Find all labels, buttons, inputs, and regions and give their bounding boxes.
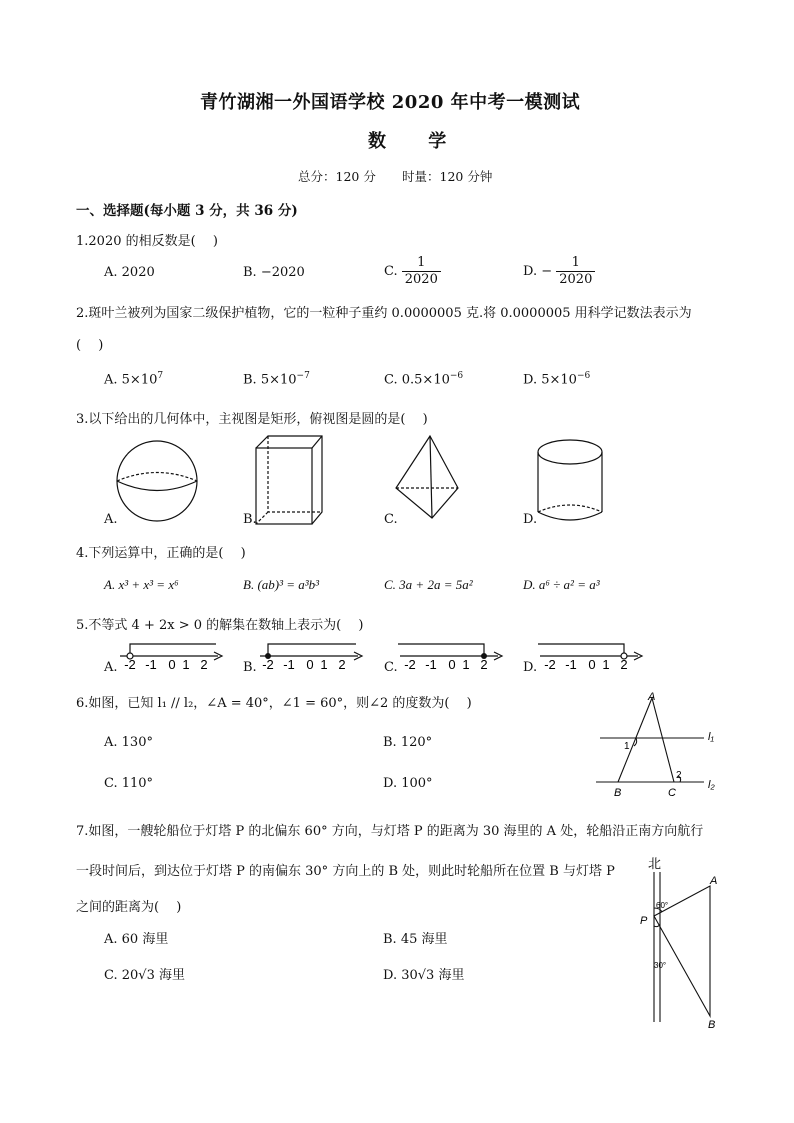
q2-c-base: C. 0.5×10 bbox=[384, 372, 450, 388]
q3-option-a: A. bbox=[104, 512, 118, 527]
label-l2: l₂ bbox=[708, 779, 715, 791]
q4-option-a: A. x³ + x³ = x⁶ bbox=[104, 577, 179, 592]
tick-label: -1 bbox=[145, 657, 157, 672]
q2-stem-cont: ( ) bbox=[76, 338, 104, 353]
prism-figure bbox=[256, 436, 322, 524]
q2-a-exp: 7 bbox=[157, 371, 164, 381]
label-b: B bbox=[708, 1019, 716, 1031]
q3-option-b: B. bbox=[243, 512, 257, 527]
q5-option-b: B. bbox=[243, 660, 257, 675]
label-l1: l₁ bbox=[708, 731, 714, 743]
q2-c-exp: −6 bbox=[449, 371, 464, 381]
q7-stem-3: 之间的距离为( ) bbox=[76, 900, 182, 915]
q1-option-a: A. 2020 bbox=[104, 265, 155, 280]
q4-option-c: C. 3a + 2a = 5a² bbox=[384, 577, 473, 592]
q1-d-prefix: D. − bbox=[523, 264, 553, 279]
q1-option-d bbox=[523, 255, 595, 288]
tick-label: 2 bbox=[480, 657, 488, 672]
tick-label: -1 bbox=[565, 657, 577, 672]
q1-option-c bbox=[384, 255, 441, 288]
q6-option-d: D. 100° bbox=[383, 776, 433, 791]
q6-stem: 6.如图，已知 l₁ // l₂，∠A = 40°，∠1 = 60°，则∠2 的度数为( ) bbox=[76, 696, 472, 711]
q7-stem-2: 一段时间后，到达位于灯塔 P 的南偏东 30° 方向上的 B 处，则此时轮船所在位置 B 与灯塔 P bbox=[76, 864, 615, 879]
q1-option-b: B. −2020 bbox=[243, 265, 305, 280]
tick-label: -2 bbox=[544, 657, 556, 672]
q2-d-base: D. 5×10 bbox=[523, 372, 577, 388]
tick-label: 2 bbox=[338, 657, 346, 672]
q7-option-b: B. 45 海里 bbox=[383, 932, 448, 947]
q6-option-a: A. 130° bbox=[104, 735, 153, 750]
q2-b-base: B. 5×10 bbox=[243, 372, 297, 388]
label-angle-60: 60° bbox=[656, 901, 669, 910]
q2-d-exp: −6 bbox=[576, 371, 591, 381]
tick-label: 1 bbox=[182, 657, 190, 672]
tick-label: 1 bbox=[320, 657, 328, 672]
q7-figure bbox=[630, 852, 730, 1032]
q2-stem: 2.斑叶兰被列为国家二级保护植物，它的一粒种子重约 0.0000005 克.将 0.0000005 用科学记数法表示为 bbox=[76, 306, 692, 321]
tick-label: -1 bbox=[425, 657, 437, 672]
q6-figure bbox=[592, 690, 724, 802]
q7-stem-1: 7.如图，一艘轮船位于灯塔 P 的北偏东 60° 方向，与灯塔 P 的距离为 30 海里的 A 处，轮船沿正南方向航行 bbox=[76, 824, 704, 839]
tick-label: -2 bbox=[262, 657, 274, 672]
label-angle-2: 2 bbox=[676, 770, 682, 781]
q3-option-d: D. bbox=[523, 512, 538, 527]
label-b: B bbox=[614, 787, 622, 799]
q5-numberline-a bbox=[116, 636, 226, 672]
q1-c-den: 2020 bbox=[404, 272, 438, 287]
q1-d-fraction bbox=[556, 255, 595, 288]
tick-label: 0 bbox=[168, 657, 176, 672]
q1-d-num: 1 bbox=[556, 255, 595, 272]
total-score: 总分：120 分 bbox=[298, 169, 376, 184]
label-a: A bbox=[648, 691, 656, 703]
tick-label: 0 bbox=[588, 657, 596, 672]
q6-option-c: C. 110° bbox=[104, 776, 154, 791]
q2-option-d bbox=[523, 371, 590, 387]
exam-time: 时量：120 分钟 bbox=[402, 169, 493, 184]
q2-option-a bbox=[104, 371, 163, 387]
q1-d-den: 2020 bbox=[559, 272, 593, 287]
label-c: C bbox=[668, 787, 676, 799]
cylinder-figure bbox=[538, 440, 602, 520]
q7-option-d: D. 30√3 海里 bbox=[383, 968, 465, 983]
label-angle-1: 1 bbox=[624, 741, 630, 752]
q5-stem: 5.不等式 4 + 2x > 0 的解集在数轴上表示为( ) bbox=[76, 618, 364, 633]
section-heading: 一、选择题(每小题 3 分，共 36 分) bbox=[76, 203, 298, 219]
label-north: 北 bbox=[648, 856, 662, 871]
label-a: A bbox=[710, 875, 718, 887]
page-title: 青竹湖湘一外国语学校 2020 年中考一模测试 bbox=[200, 92, 581, 113]
q2-a-base: A. 5×10 bbox=[104, 372, 158, 388]
q2-option-b bbox=[243, 371, 310, 387]
q4-stem: 4.下列运算中，正确的是( ) bbox=[76, 546, 246, 561]
subject-title: 数 学 bbox=[368, 131, 465, 152]
tick-label: 1 bbox=[462, 657, 470, 672]
q7-option-c: C. 20√3 海里 bbox=[104, 968, 185, 983]
tick-label: 2 bbox=[620, 657, 628, 672]
tick-label: 1 bbox=[602, 657, 610, 672]
q5-option-c: C. bbox=[384, 660, 398, 675]
q2-b-exp: −7 bbox=[296, 371, 310, 381]
q1-c-fraction bbox=[402, 255, 441, 288]
q2-option-c bbox=[384, 371, 463, 387]
q1-c-prefix: C. bbox=[384, 264, 398, 279]
label-p: P bbox=[640, 915, 648, 927]
q5-numberline-c bbox=[396, 636, 506, 672]
q5-option-a: A. bbox=[104, 660, 118, 675]
q1-stem: 1.2020 的相反数是( ) bbox=[76, 234, 218, 249]
q3-stem: 3.以下给出的几何体中，主视图是矩形，俯视图是圆的是( ) bbox=[76, 412, 428, 427]
q4-option-b: B. (ab)³ = a³b³ bbox=[243, 577, 320, 592]
tick-label: -2 bbox=[404, 657, 416, 672]
tick-label: -2 bbox=[124, 657, 136, 672]
q5-numberline-b bbox=[256, 636, 366, 672]
tick-label: 0 bbox=[448, 657, 456, 672]
q6-option-b: B. 120° bbox=[383, 735, 433, 750]
q5-option-d: D. bbox=[523, 660, 538, 675]
pyramid-figure bbox=[396, 436, 458, 518]
q5-numberline-d bbox=[536, 636, 646, 672]
tick-label: -1 bbox=[283, 657, 295, 672]
q3-figures bbox=[100, 432, 620, 532]
q1-c-num: 1 bbox=[402, 255, 441, 272]
label-angle-30: 30° bbox=[654, 961, 667, 970]
tick-label: 0 bbox=[306, 657, 314, 672]
sphere-figure bbox=[117, 441, 197, 521]
q7-option-a: A. 60 海里 bbox=[104, 932, 169, 947]
tick-label: 2 bbox=[200, 657, 208, 672]
q4-option-d: D. a⁶ ÷ a² = a³ bbox=[523, 577, 600, 592]
q3-option-c: C. bbox=[384, 512, 398, 527]
